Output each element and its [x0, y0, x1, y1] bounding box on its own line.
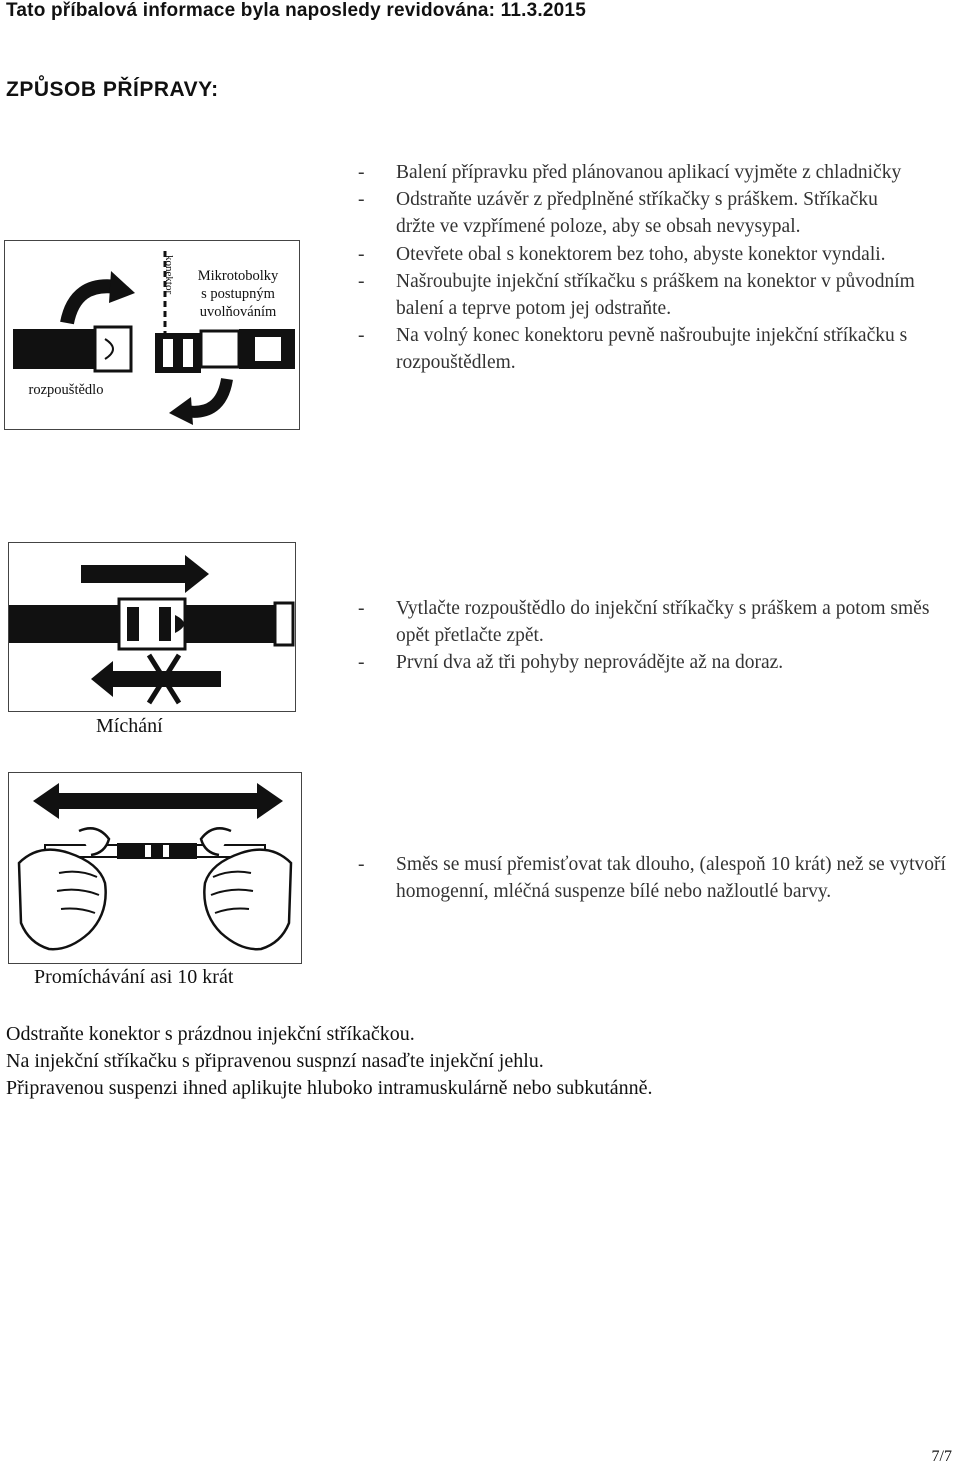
step-text: Vytlačte rozpouštědlo do injekční stříkačky s práškem a potom směs opět přetlačte zpět.	[396, 598, 930, 647]
step-text: Našroubujte injekční stříkačku s práškem na konektor v původním balení a teprve potom jej odstraňte.	[396, 270, 915, 320]
step-text: Otevřete obal s konektorem bez toho, abyste konektor vyndali.	[396, 243, 886, 265]
hands-mixing-illustration	[9, 773, 301, 963]
step-text: První dva až tři pohyby neprovádějte až na doraz.	[396, 652, 784, 674]
list-item	[358, 186, 918, 240]
repeat-mixing-caption: Promíchávání asi 10 krát	[34, 966, 234, 988]
steps-list-2	[358, 595, 938, 677]
micro-label-line-3: uvolňováním	[199, 304, 277, 320]
list-dash: -	[358, 162, 365, 183]
list-dash: -	[358, 189, 365, 211]
list-dash: -	[358, 598, 365, 619]
final-instruction-line: Připravenou suspenzi ihned aplikujte hluboko intramuskulárně nebo subkutánně.	[6, 1077, 653, 1099]
list-item	[358, 268, 918, 322]
micro-label-line-1: Mikrotobolky	[197, 268, 279, 284]
list-item	[358, 595, 938, 649]
connector-label: konektor	[163, 255, 175, 295]
hands-mixing-figure	[8, 772, 302, 964]
mixing-figure	[8, 542, 296, 712]
final-instructions	[6, 1021, 653, 1102]
final-instruction-line: Odstraňte konektor s prázdnou injekční stříkačkou.	[6, 1023, 415, 1045]
mixing-illustration	[9, 543, 295, 711]
mixing-caption: Míchání	[96, 715, 163, 737]
list-dash: -	[358, 243, 365, 265]
list-dash: -	[358, 854, 365, 875]
list-dash: -	[358, 325, 365, 347]
list-item	[358, 159, 918, 186]
section-title: ZPŮSOB PŘÍPRAVY:	[6, 78, 219, 101]
step-text: Směs se musí přemisťovat tak dlouho, (alespoň 10 krát) než se vytvoří homogenní, mléčná suspenze bílé nebo nažloutlé barvy.	[396, 854, 946, 903]
micro-label-line-2: s postupným	[201, 286, 275, 302]
assembly-figure	[4, 240, 300, 430]
revision-date-header: Tato příbalová informace byla naposledy revidována: 11.3.2015	[6, 0, 586, 21]
steps-list-3	[358, 851, 954, 905]
steps-list-1	[358, 159, 918, 377]
list-item	[358, 241, 918, 268]
list-dash: -	[358, 652, 365, 674]
step-text: Odstraňte uzávěr z předplněné stříkačky s práškem. Stříkačku držte ve vzpřímené poloze, aby se obsah nevysypal.	[396, 189, 878, 238]
micro-capsules-label	[181, 267, 295, 321]
step-text: Balení přípravku před plánovanou aplikací vyjměte z chladničky	[396, 162, 902, 183]
step-text: Na volný konec konektoru pevně našroubujte injekční stříkačku s rozpouštědlem.	[396, 325, 908, 374]
list-dash: -	[358, 270, 365, 292]
final-instruction-line: Na injekční stříkačku s připravenou suspnzí nasaďte injekční jehlu.	[6, 1050, 544, 1072]
list-item	[358, 649, 938, 676]
page-number: 7/7	[931, 1448, 952, 1465]
list-item	[358, 851, 954, 905]
list-item	[358, 322, 918, 376]
solvent-label: rozpouštědlo	[28, 382, 104, 398]
